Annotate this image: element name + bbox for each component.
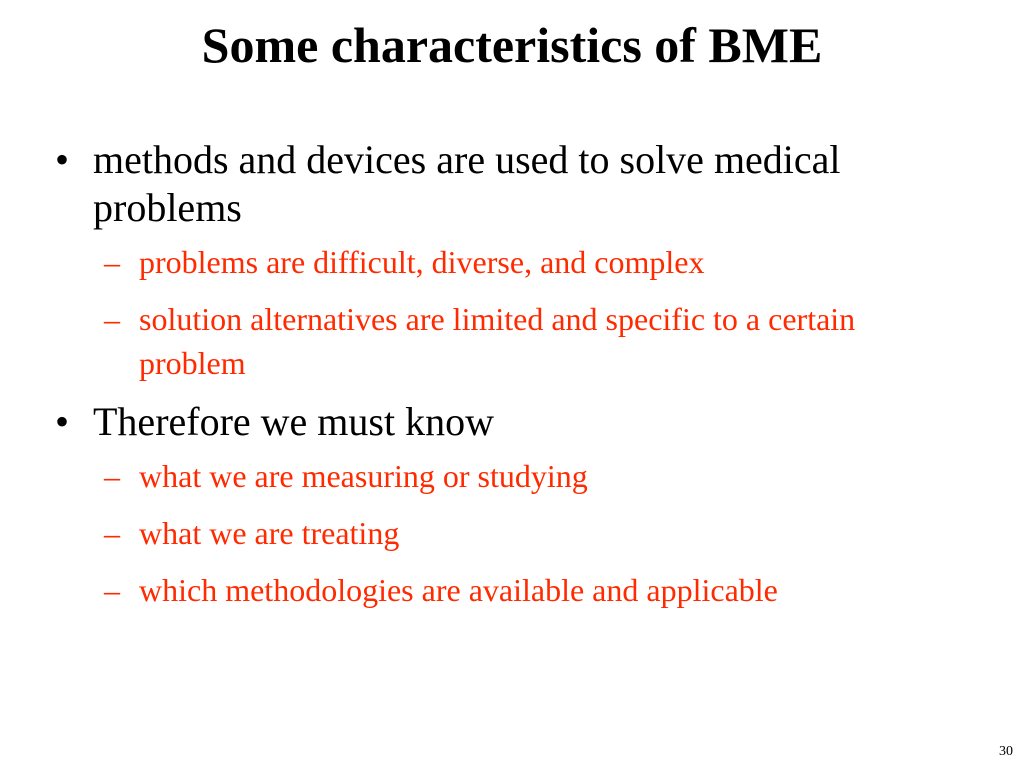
sub-bullet-text: which methodologies are available and applicable [139, 572, 778, 608]
bullet-text: methods and devices are used to solve medical problems [93, 137, 841, 230]
sub-bullet-item [0, 454, 1024, 498]
bullet-item [0, 398, 1024, 446]
sub-bullet-text: what we are measuring or studying [139, 458, 588, 494]
dash-icon: – [104, 301, 120, 337]
slide-content [0, 136, 1024, 625]
dash-icon: – [104, 572, 120, 608]
sub-bullet-text: problems are difficult, diverse, and complex [139, 244, 705, 280]
sub-bullet-item [0, 240, 1024, 284]
slide-title: Some characteristics of BME [201, 17, 823, 73]
sub-bullet-text: what we are treating [139, 515, 400, 551]
dash-icon: – [104, 458, 120, 494]
bullet-text: Therefore we must know [93, 399, 494, 444]
bullet-item [0, 136, 1024, 232]
sub-bullet-item [0, 297, 1024, 385]
page-number: 30 [999, 744, 1013, 759]
bullet-icon: • [55, 399, 70, 444]
dash-icon: – [104, 244, 120, 280]
bullet-icon: • [55, 137, 70, 182]
dash-icon: – [104, 515, 120, 551]
sub-bullet-item [0, 511, 1024, 555]
sub-bullet-text: solution alternatives are limited and specific to a certain problem [139, 301, 856, 381]
sub-bullet-item [0, 568, 1024, 612]
